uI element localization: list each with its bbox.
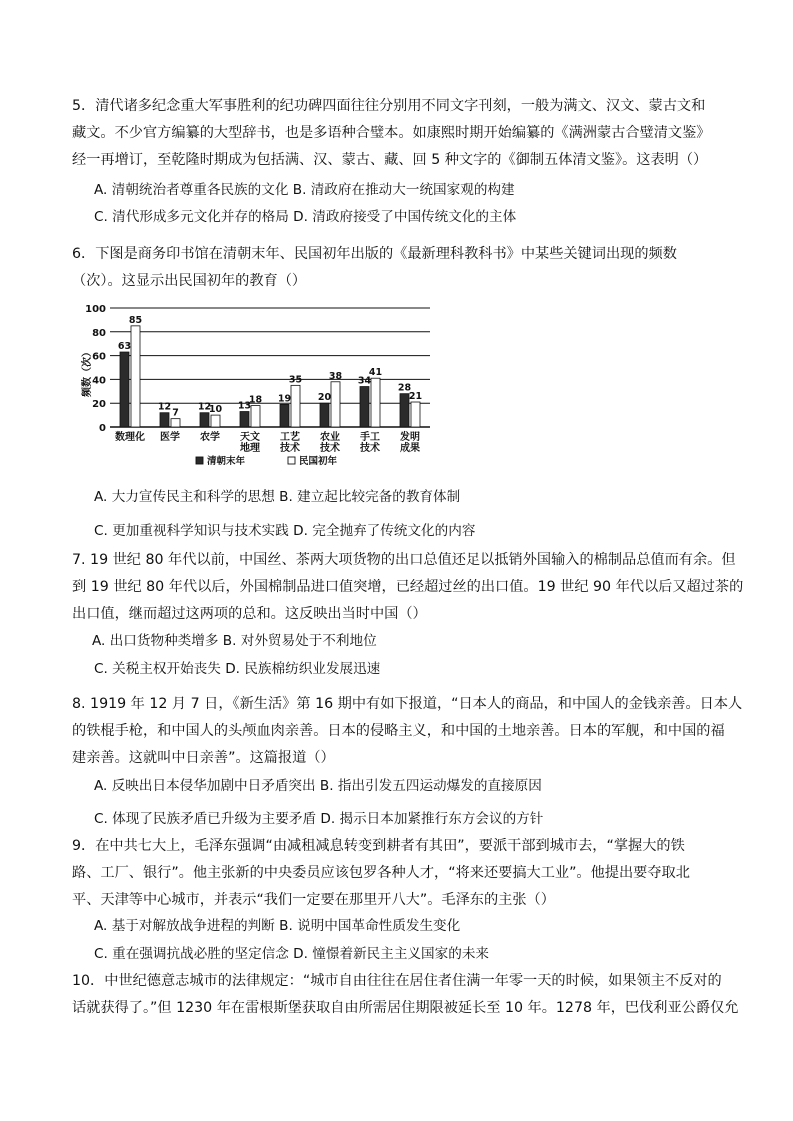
q9-line-2: 路、工厂、银行”。他主张新的中央委员应该包罗各种人才，“将来还要搞大工业”。他提出要夺取北 [72, 865, 690, 881]
q8-line-3: 建亲善。这就叫中日亲善”。这篇报道（） [72, 750, 335, 766]
x-category-label: 医学 [160, 432, 180, 443]
bar-value-label: 19 [277, 393, 292, 405]
q6-options-cd: C. 更加重视科学知识与技术实践 D. 完全抛弃了传统文化的内容 [94, 523, 476, 539]
x-category-label: 技术 [360, 443, 380, 454]
bar-qing [160, 413, 169, 427]
x-category-label: 成果 [400, 443, 420, 454]
legend-label: 民国初年 [299, 456, 338, 467]
bar-minguo [411, 402, 420, 427]
x-category-label: 天文 [240, 432, 260, 443]
q5-options-ab: A. 清朝统治者尊重各民族的文化 B. 清政府在推动大一统国家观的构建 [94, 182, 515, 198]
q5-options-cd: C. 清代形成多元文化并存的格局 D. 清政府接受了中国传统文化的主体 [94, 209, 517, 225]
bar-qing [320, 403, 329, 427]
bar-minguo [171, 419, 180, 427]
q5-line-1: 5．清代诸多纪念重大军事胜利的纪功碑四面往往分别用不同文字刊刻，一般为满文、汉文、蒙古文和 [72, 98, 706, 114]
chart-x-categories [115, 430, 420, 454]
q7-options-cd: C. 关税主权开始丧失 D. 民族棉纺织业发展迅速 [94, 661, 381, 677]
bar-minguo [331, 382, 340, 427]
bar-value-label: 63 [117, 341, 132, 353]
bar-qing [400, 394, 409, 427]
q9-options-cd: C. 重在强调抗战必胜的坚定信念 D. 憧憬着新民主主义国家的未来 [94, 946, 489, 962]
q10-line-2: 话就获得了。”但 1230 年在雷根斯堡获取自由所需居住期限被延长至 10 年。1278 年，巴伐利亚公爵仅允 [72, 1000, 739, 1016]
q9-options-ab: A. 基于对解放战争进程的判断 B. 说明中国革命性质发生变化 [94, 918, 461, 934]
bar-value-label: 38 [328, 370, 343, 382]
bar-minguo [211, 415, 220, 427]
y-tick-label: 0 [99, 423, 106, 434]
q7-line-2: 到 19 世纪 80 年代以后，外国棉制品进口值突增，已经超过丝的出口值。19 世纪 90 年代以后又超过茶的 [72, 579, 744, 595]
bar-value-label: 13 [237, 400, 252, 412]
bar-minguo [131, 326, 140, 427]
q6-line-1: 6．下图是商务印书馆在清朝末年、民国初年出版的《最新理科教科书》中某些关键词出现的频数 [72, 246, 677, 262]
bar-value-label: 7 [172, 407, 179, 419]
x-category-label: 农学 [200, 432, 220, 443]
q7-line-3: 出口值，继而超过这两项的总和。这反映出当时中国（） [72, 606, 427, 622]
bar-value-label: 12 [197, 401, 212, 413]
x-category-label: 手工 [360, 432, 380, 443]
q8-options-cd: C. 体现了民族矛盾已升级为主要矛盾 D. 揭示日本加紧推行东方会议的方针 [94, 811, 544, 827]
y-tick-label: 100 [85, 304, 106, 315]
chart-legend [196, 455, 338, 467]
q10-line-1: 10．中世纪德意志城市的法律规定：“城市自由往往在居住者住满一年零一天的时候，如果领主不反对的 [72, 973, 722, 989]
q9-line-1: 9．在中共七大上，毛泽东强调“由减租减息转变到耕者有其田”，要派干部到城市去，“掌握大的铁 [72, 838, 685, 854]
q5-line-3: 经一再增订，至乾隆时期成为包括满、汉、蒙古、藏、回 5 种文字的《御制五体清文鉴》。这表明（） [72, 152, 708, 168]
q7-line-1: 7. 19 世纪 80 年代以前，中国丝、茶两大项货物的出口总值还足以抵销外国输入的棉制品总值而有余。但 [72, 552, 736, 568]
bar-value-label: 41 [368, 367, 383, 379]
keyword-frequency-chart [84, 304, 444, 476]
bar-minguo [291, 385, 300, 427]
q8-line-2: 的铁棍手枪，和中国人的头颅血肉亲善。日本的侵略主义，和中国的土地亲善。日本的军舰，和中国的福 [72, 723, 725, 739]
q8-options-ab: A. 反映出日本侵华加剧中日矛盾突出 B. 指出引发五四运动爆发的直接原因 [94, 778, 542, 794]
q7-options-ab: A. 出口货物种类增多 B. 对外贸易处于不利地位 [92, 633, 377, 649]
bar-qing [240, 412, 249, 427]
chart-y-axis-label: 频数（次） [82, 347, 93, 397]
bar-value-label: 34 [357, 375, 372, 387]
bar-qing [360, 387, 369, 427]
bar-value-label: 28 [397, 382, 412, 394]
q8-line-1: 8. 1919 年 12 月 7 日，《新生活》第 16 期中有如下报道，“日本人的商品，和中国人的金钱亲善。日本人 [72, 696, 743, 712]
bar-value-label: 21 [408, 391, 423, 403]
bar-value-label: 85 [128, 314, 143, 326]
bar-value-label: 10 [208, 404, 223, 416]
bar-qing [280, 404, 289, 427]
y-tick-label: 60 [92, 351, 106, 363]
bar-qing [120, 352, 129, 427]
y-tick-label: 80 [92, 327, 106, 339]
q6-line-2: （次）。这显示出民国初年的教育（） [72, 273, 307, 289]
bar-value-label: 35 [288, 374, 303, 386]
x-category-label: 工艺 [280, 432, 300, 443]
bar-value-label: 12 [157, 401, 172, 413]
bar-qing [200, 413, 209, 427]
x-category-label: 地理 [240, 443, 260, 454]
x-category-label: 数理化 [115, 432, 145, 443]
legend-swatch [196, 457, 203, 464]
x-category-label: 农业 [320, 432, 340, 443]
x-category-label: 技术 [320, 443, 340, 454]
bar-value-label: 20 [317, 392, 332, 404]
bar-value-label: 18 [248, 394, 263, 406]
q6-options-ab: A. 大力宣传民主和科学的思想 B. 建立起比较完备的教育体制 [94, 489, 461, 505]
y-tick-label: 40 [92, 375, 106, 387]
q9-line-3: 平、天津等中心城市，并表示“我们一定要在那里开八大”。毛泽东的主张（） [72, 892, 555, 908]
legend-swatch [288, 457, 295, 464]
legend-label: 清朝末年 [207, 456, 246, 467]
bar-minguo [251, 406, 260, 427]
x-category-label: 发明 [400, 432, 420, 443]
x-category-label: 技术 [280, 443, 300, 454]
y-tick-label: 20 [92, 399, 106, 411]
q5-line-2: 藏文。不少官方编纂的大型辞书，也是多语种合璧本。如康熙时期开始编纂的《满洲蒙古合璧清文鉴》 [72, 125, 711, 141]
bar-minguo [371, 378, 380, 427]
